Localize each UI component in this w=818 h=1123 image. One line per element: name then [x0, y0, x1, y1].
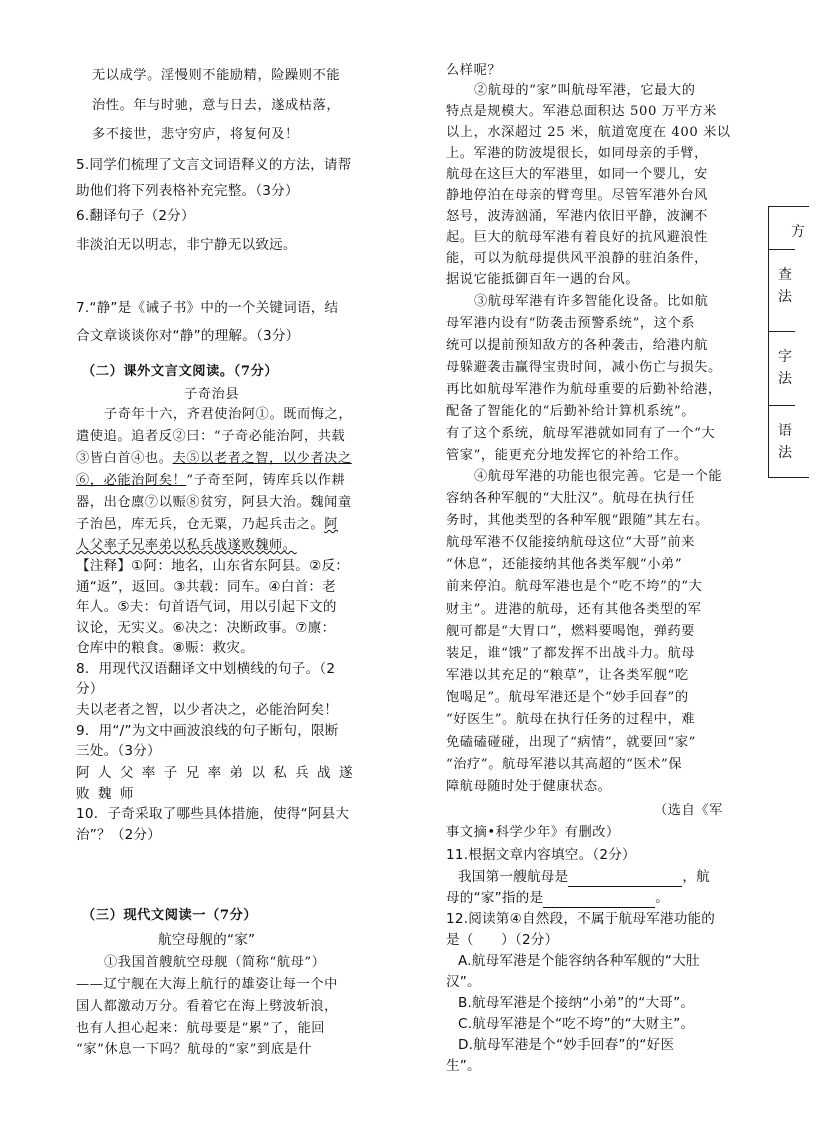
underlined-sentence-a: 夫⑤以老者之智，以少者决之 — [172, 451, 352, 466]
article-line-9: 起。巨大的航母军港有着良好的抗风避浪性 — [446, 230, 708, 245]
poem-line-1: 无以成学。淫慢则不能励精，险躁则不能 — [92, 68, 341, 83]
article-line-2: ②航母的“家”叫航母军港，它最大的 — [474, 83, 696, 98]
article-line-10: 能，可以为航母提供风平浪静的驻泊条件， — [446, 251, 708, 266]
method-table-fragment — [768, 206, 809, 478]
article-line-19: 管家”，能更充分地发挥它的补给工作。 — [446, 448, 688, 463]
table-row-chafa: 查法 — [769, 249, 795, 325]
question-7: 7.“静”是《诫子书》中的一个关键词语，结 — [76, 300, 339, 316]
article-line-28: 装足，谁“饿”了都发挥不出战斗力。航母 — [446, 646, 696, 661]
article-line-15: 母躲避袭击赢得宝贵时间，减小伤亡与损失。 — [446, 360, 722, 375]
question-8-cont: 分） — [76, 681, 104, 697]
option-a-cont: 汉”。 — [446, 974, 481, 990]
section-2-title: （二）课外文言文阅读。（7分） — [82, 364, 279, 379]
notes-line-1: 【注释】①阿：地名，山东省东阿县。②反： — [76, 558, 350, 574]
question-9: 9．用“/”为文中画波浪线的句子断句，限断 — [76, 723, 339, 739]
passage-3-title: 航空母舰的“家” — [158, 932, 256, 948]
article-line-4: 以上，水深超过 25 米，航道宽度在 400 米以 — [446, 125, 731, 140]
passage-2-title: 子奇治县 — [184, 387, 240, 402]
article-line-21: 容纳各种军舰的“大肚汉”。航母在执行任 — [446, 491, 696, 506]
option-d-cont: 生”。 — [446, 1058, 481, 1074]
table-row-zifa: 字法 — [769, 331, 795, 403]
article-line-14: 统可以提前预知敌方的各种袭击，给港内航 — [446, 338, 708, 353]
question-12: 12.阅读第④自然段，不属于航母军港功能的 — [446, 911, 716, 927]
article-line-6: 航母在这巨大的军港里，如同一个婴儿，安 — [446, 167, 708, 182]
passage-2-line-4: ⑥，必能治阿矣！”子奇至阿，铸库兵以作耕 — [76, 473, 346, 488]
article-line-20: ④航母军港的功能也很完善。它是一个能 — [474, 469, 723, 484]
article-line-16: 再比如航母军港作为航母重要的后勤补给港， — [446, 382, 722, 397]
question-9-cont: 三处。（3分） — [76, 743, 161, 759]
question-8-sentence: 夫以老者之智，以少者决之，必能治阿矣！ — [76, 702, 339, 718]
article-line-23: 航母军港不仅能接纳航母这位“大哥”前来 — [446, 535, 696, 550]
question-7-cont: 合文章谈谈你对“静”的理解。（3分） — [76, 328, 300, 344]
article-line-26: 财主”。进港的航母，还有其他各类型的军 — [446, 602, 702, 617]
question-5: 5.同学们梳理了文言文词语释义的方法，请帮 — [76, 157, 352, 173]
article-line-5: 上。军港的防波堤很长，如同母亲的手臂， — [446, 146, 708, 161]
question-10-cont: 治”？（2分） — [76, 827, 162, 843]
notes-line-5: 仓库中的粮食。⑧赈：救灾。 — [76, 640, 254, 656]
question-6: 6.翻译句子（2分） — [76, 208, 195, 224]
question-10: 10．子奇采取了哪些具体措施，使得“阿县大 — [76, 806, 350, 822]
question-11: 11.根据文章内容填空。（2分） — [446, 847, 636, 863]
question-5-cont: 助他们将下列表格补充完整。（3分） — [76, 183, 299, 199]
passage-3-line-5: “家”休息一下吗？航母的“家”到底是什 — [76, 1042, 313, 1057]
article-line-31: “好医生”。航母在执行任务的过程中，难 — [446, 712, 696, 727]
question-12-cont: 是（ ）（2分） — [446, 932, 559, 948]
article-line-30: 饱喝足”。航母军港还是个“妙手回春”的 — [446, 690, 689, 705]
article-line-7: 静地停泊在母亲的臂弯里。尽管军港外台风 — [446, 188, 708, 203]
article-line-17: 配备了智能化的“后勤补给计算机系统”。 — [446, 404, 696, 419]
article-line-27: 舰可都是“大胃口”，燃料要喝饱，弹药要 — [446, 624, 696, 639]
table-row-yufa: 语法 — [769, 405, 795, 477]
article-line-3: 特点是规模大。军港总面积达 500 万平方米 — [446, 104, 717, 119]
wavy-sentence: 人父率子兄率弟以私兵战遂败魏师。 — [76, 538, 297, 553]
article-line-11: 据说它能抵御百年一遇的台风。 — [446, 272, 640, 287]
blank-field-1[interactable] — [568, 872, 682, 887]
question-11-a: 我国第一艘航母是 ，航 — [458, 869, 710, 885]
passage-2-line-7 — [76, 536, 297, 556]
article-line-25: 前来停泊。航母军港也是个“吃不垮”的“大 — [446, 579, 703, 594]
question-8: 8．用现代汉语翻译文中划横线的句子。（2 — [76, 661, 336, 677]
article-line-13: 母军港内设有“防袭击预警系统”，这个系 — [446, 316, 696, 331]
notes-line-2: 通“返”，返回。③共载：同车。④白首：老 — [76, 579, 336, 595]
option-b[interactable]: B.航母军港是个接纳“小弟”的“大哥”。 — [458, 995, 695, 1011]
question-9-sentence: 阿 人 父 率 子 兄 率 弟 以 私 兵 战 遂 — [76, 765, 355, 781]
passage-3-line-2: ——辽宁舰在大海上航行的雄姿让每一个中 — [76, 977, 338, 992]
passage-2-line-2: 遣使追。追者反②曰：“子奇必能治阿，共载 — [76, 429, 346, 444]
passage-2-line-6: 子治邑，库无兵，仓无粟，乃起兵击之。阿 — [76, 517, 338, 532]
article-line-32: 免磕磕碰碰，出现了“病情”，就要回“家” — [446, 735, 696, 750]
passage-3-line-4: 也有人担心起来：航母要是“累”了，能回 — [76, 1021, 326, 1036]
blank-field-2[interactable] — [543, 893, 655, 908]
article-line-33: “治疗”。航母军港以其高超的“医术”保 — [446, 757, 683, 772]
article-line-22: 务时，其他类型的各种军舰“跟随”其左右。 — [446, 513, 709, 528]
article-line-12: ③航母军港有许多智能化设备。比如航 — [474, 294, 709, 309]
article-line-34: 障航母随时处于健康状态。 — [446, 779, 612, 794]
passage-2-line-3: ③皆白首④也。夫⑤以老者之智，以少者决之 — [76, 451, 352, 466]
source-citation-cont: 事文摘•科学少年》有删改） — [446, 825, 620, 840]
passage-3-line-3: 国人都激动万分。看着它在海上劈波斩浪， — [76, 999, 338, 1014]
question-11-b: 母的“家”指的是 。 — [446, 890, 670, 906]
notes-line-4: 议论，无实义。⑥决之：决断政事。⑦廪： — [76, 620, 336, 636]
section-3-title: （三）现代文阅读一（7分） — [82, 908, 258, 923]
poem-line-3: 多不接世，悲守穷庐，将复何及！ — [92, 127, 299, 142]
article-line-1: 么样呢？ — [446, 63, 502, 78]
underlined-sentence-b: ⑥，必能治阿矣！ — [76, 473, 187, 488]
passage-3-line-1: ①我国首艘航空母舰（简称“航母”） — [104, 955, 326, 970]
option-d[interactable]: D.航母军港是个“妙手回春”的“好医 — [458, 1037, 675, 1053]
source-citation: （选自《军 — [654, 803, 723, 818]
question-9-sentence-cont: 败 魏 师 — [76, 786, 136, 802]
passage-2-line-1: 子奇年十六，齐君使治阿①。既而悔之， — [104, 407, 353, 422]
article-line-24: “休息”，还能接纳其他各类军舰“小弟” — [446, 557, 683, 572]
article-line-18: 有了这个系统，航母军港就如同有了一个“大 — [446, 426, 716, 441]
passage-2-line-5: 器，出仓廪⑦以赈⑧贫穷，阿县大治。魏闻童 — [76, 495, 352, 510]
option-a[interactable]: A.航母军港是个能容纳各种军舰的“大肚 — [458, 953, 700, 969]
table-header-cell: 方 — [791, 224, 805, 240]
question-6-sentence: 非淡泊无以明志，非宁静无以致远。 — [76, 237, 297, 253]
article-line-29: 军港以其充足的“粮草”，让各类军舰“吃 — [446, 668, 689, 683]
poem-line-2: 治性。年与时驰，意与日去，遂成枯落， — [92, 98, 341, 113]
article-line-8: 怒号，波涛汹涌，军港内依旧平静，波澜不 — [446, 209, 708, 224]
option-c[interactable]: C.航母军港是个“吃不垮”的“大财主”。 — [458, 1016, 695, 1032]
notes-line-3: 年人。⑤夫：句首语气词，用以引起下文的 — [76, 599, 337, 615]
